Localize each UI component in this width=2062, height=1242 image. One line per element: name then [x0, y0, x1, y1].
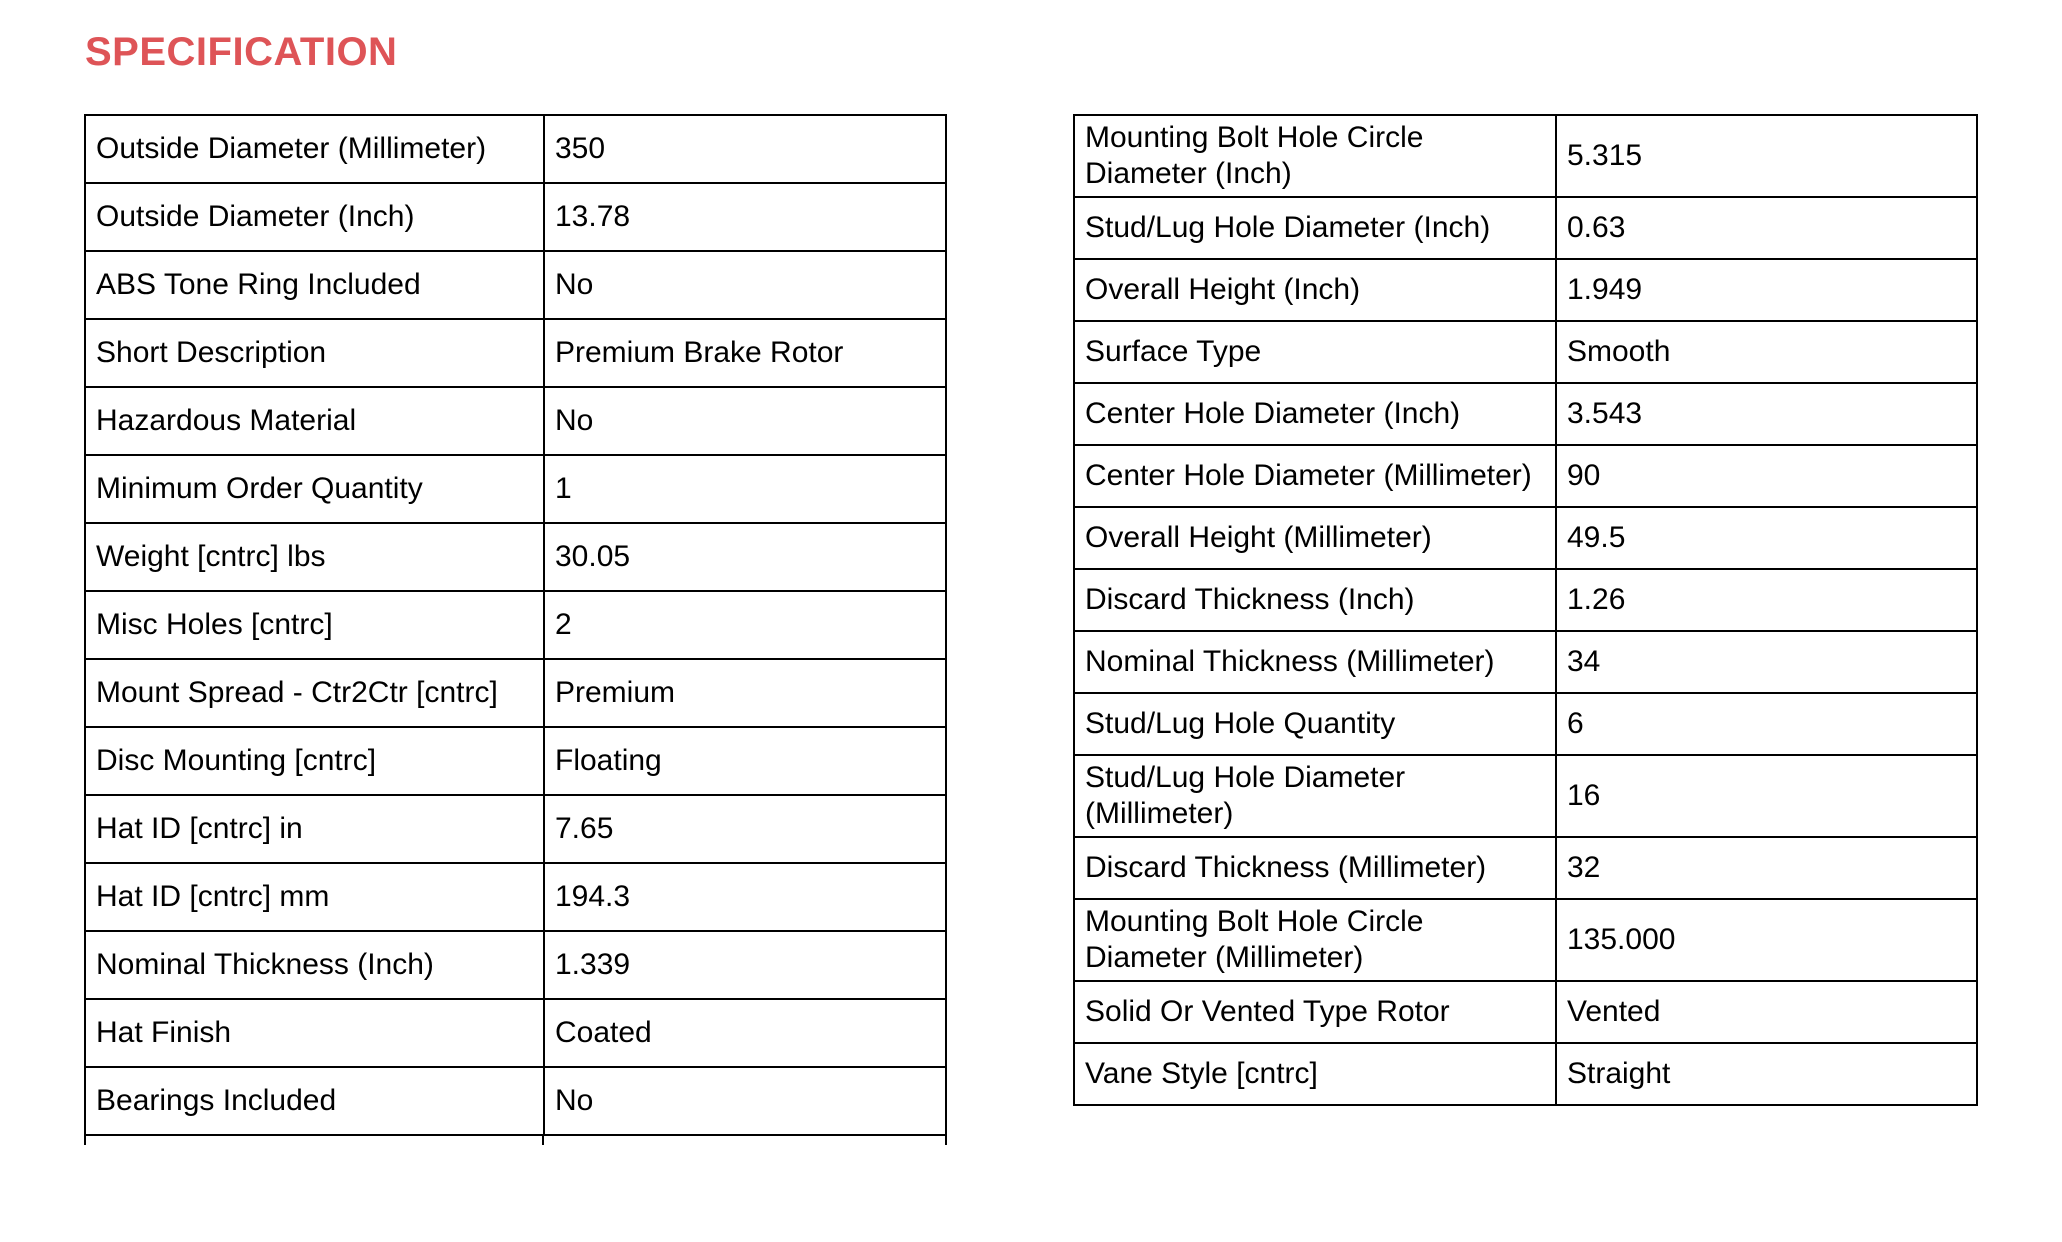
table-row	[1074, 259, 1977, 321]
spec-table-right	[1073, 114, 1978, 1106]
table-row	[85, 795, 946, 863]
spec-table-right-wrap	[1073, 114, 1978, 1106]
spec-label-cell: Hat ID [cntrc] in	[85, 795, 544, 863]
table-row	[1074, 445, 1977, 507]
spec-value-cell: Floating	[544, 727, 946, 795]
spec-label-cell: Nominal Thickness (Inch)	[85, 931, 544, 999]
spec-value-cell: 6	[1556, 693, 1977, 755]
spec-label-cell: Misc Holes [cntrc]	[85, 591, 544, 659]
spec-value-cell: Straight	[1556, 1043, 1977, 1105]
spec-label-cell: Stud/Lug Hole Diameter (Inch)	[1074, 197, 1556, 259]
spec-value-cell: 1.26	[1556, 569, 1977, 631]
spec-label-cell: Solid Or Vented Type Rotor	[1074, 981, 1556, 1043]
spec-label-cell: Stud/Lug Hole Quantity	[1074, 693, 1556, 755]
spec-label-cell: Hat Finish	[85, 999, 544, 1067]
clipped-row-divider	[542, 1136, 544, 1145]
spec-value-cell: 1.339	[544, 931, 946, 999]
clipped-partial-row	[84, 1136, 947, 1145]
spec-label-cell: Overall Height (Millimeter)	[1074, 507, 1556, 569]
spec-label-cell: Minimum Order Quantity	[85, 455, 544, 523]
spec-value-cell: Smooth	[1556, 321, 1977, 383]
spec-value-cell: No	[544, 1067, 946, 1135]
table-row	[1074, 981, 1977, 1043]
table-row	[85, 863, 946, 931]
spec-value-cell: Vented	[1556, 981, 1977, 1043]
table-row	[85, 115, 946, 183]
spec-value-cell: Premium Brake Rotor	[544, 319, 946, 387]
table-row	[1074, 899, 1977, 981]
spec-label-cell: Disc Mounting [cntrc]	[85, 727, 544, 795]
table-row	[85, 591, 946, 659]
table-row	[1074, 383, 1977, 445]
spec-value-cell: 1	[544, 455, 946, 523]
spec-value-cell: 13.78	[544, 183, 946, 251]
spec-table-left-wrap	[84, 114, 947, 1145]
spec-value-cell: 3.543	[1556, 383, 1977, 445]
table-row	[1074, 569, 1977, 631]
table-row	[85, 999, 946, 1067]
table-row	[1074, 755, 1977, 837]
spec-label-cell: Surface Type	[1074, 321, 1556, 383]
table-row	[85, 931, 946, 999]
table-row	[85, 319, 946, 387]
spec-label-cell: Discard Thickness (Millimeter)	[1074, 837, 1556, 899]
spec-label-cell: Mount Spread - Ctr2Ctr [cntrc]	[85, 659, 544, 727]
table-row	[85, 523, 946, 591]
spec-value-cell: No	[544, 387, 946, 455]
spec-label-cell: Nominal Thickness (Millimeter)	[1074, 631, 1556, 693]
spec-value-cell: 2	[544, 591, 946, 659]
spec-value-cell: 350	[544, 115, 946, 183]
spec-value-cell: Coated	[544, 999, 946, 1067]
spec-value-cell: Premium	[544, 659, 946, 727]
spec-value-cell: 1.949	[1556, 259, 1977, 321]
page-title: SPECIFICATION	[85, 30, 398, 74]
spec-label-cell: Bearings Included	[85, 1067, 544, 1135]
spec-value-cell: 135.000	[1556, 899, 1977, 981]
spec-value-cell: 0.63	[1556, 197, 1977, 259]
spec-value-cell: 34	[1556, 631, 1977, 693]
spec-label-cell: Overall Height (Inch)	[1074, 259, 1556, 321]
table-row	[85, 659, 946, 727]
table-row	[85, 183, 946, 251]
spec-label-cell: ABS Tone Ring Included	[85, 251, 544, 319]
table-row	[1074, 507, 1977, 569]
table-row	[1074, 837, 1977, 899]
spec-label-cell: Vane Style [cntrc]	[1074, 1043, 1556, 1105]
table-row	[1074, 115, 1977, 197]
spec-label-cell: Weight [cntrc] lbs	[85, 523, 544, 591]
spec-label-cell: Hat ID [cntrc] mm	[85, 863, 544, 931]
table-row	[1074, 197, 1977, 259]
spec-value-cell: No	[544, 251, 946, 319]
table-row	[85, 387, 946, 455]
spec-label-cell: Mounting Bolt Hole Circle Diameter (Inch)	[1074, 115, 1556, 197]
spec-value-cell: 16	[1556, 755, 1977, 837]
spec-label-cell: Outside Diameter (Millimeter)	[85, 115, 544, 183]
spec-label-cell: Discard Thickness (Inch)	[1074, 569, 1556, 631]
spec-value-cell: 5.315	[1556, 115, 1977, 197]
table-row	[1074, 1043, 1977, 1105]
table-row	[85, 455, 946, 523]
spec-value-cell: 49.5	[1556, 507, 1977, 569]
spec-label-cell: Center Hole Diameter (Millimeter)	[1074, 445, 1556, 507]
spec-label-cell: Stud/Lug Hole Diameter (Millimeter)	[1074, 755, 1556, 837]
spec-value-cell: 90	[1556, 445, 1977, 507]
spec-label-cell: Mounting Bolt Hole Circle Diameter (Millimeter)	[1074, 899, 1556, 981]
table-row	[1074, 321, 1977, 383]
spec-label-cell: Hazardous Material	[85, 387, 544, 455]
spec-value-cell: 32	[1556, 837, 1977, 899]
table-row	[85, 727, 946, 795]
spec-label-cell: Center Hole Diameter (Inch)	[1074, 383, 1556, 445]
spec-value-cell: 30.05	[544, 523, 946, 591]
spec-label-cell: Short Description	[85, 319, 544, 387]
spec-label-cell: Outside Diameter (Inch)	[85, 183, 544, 251]
table-row	[85, 251, 946, 319]
table-row	[1074, 693, 1977, 755]
spec-value-cell: 194.3	[544, 863, 946, 931]
spec-table-left	[84, 114, 947, 1136]
table-row	[1074, 631, 1977, 693]
spec-value-cell: 7.65	[544, 795, 946, 863]
table-row	[85, 1067, 946, 1135]
